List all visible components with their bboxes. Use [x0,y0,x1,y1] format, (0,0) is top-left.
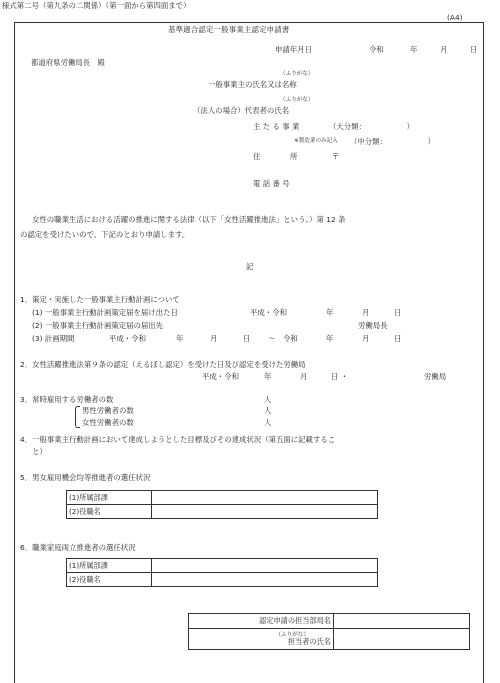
furigana-2: （ふりがな） [280,97,314,103]
item3-female-unit: 人 [264,418,272,427]
item1-sub3-day2: 日 [394,334,402,343]
item6-row2-value[interactable] [152,573,378,587]
item3-bracket [75,406,80,428]
date-era: 令和 [369,45,384,54]
furigana-1: （ふりがな） [280,71,314,77]
item6-table [66,558,378,587]
item1-sub3-year: 年 [176,334,184,343]
contact-dept-value[interactable] [334,614,470,629]
manufacturing-note: ※製造業のみ記入 [294,138,338,144]
form-reference: 様式第二号（第九条の二関係）（第一面から第四面まで） [2,1,191,10]
date-label: 申請年月日 [275,45,312,54]
item3-total-unit: 人 [264,395,272,404]
item4-line-1: 4．一般事業主行動計画において達成しようとした目標及びその達成状況（第五面に記載するこ [20,435,336,444]
item1-sub1-label: (1) 一般事業主行動計画策定届を届け出た日 [32,308,178,317]
item4-line-2: と） [32,447,47,456]
item3-heading: 3．常時雇用する労働者の数 [20,395,114,404]
item1-sub3-tilde: 〜 [268,334,276,343]
item1-sub3-label: (3) 計画期間 [32,334,75,343]
contact-furigana: （ふりがな） [275,631,309,638]
contact-person-cell [189,629,334,650]
item3-male-label: 男性労働者の数 [82,406,134,415]
item5-row2-label: (2)役職名 [67,505,152,519]
major-classification: （大分類： ） [329,122,414,131]
item5-row1-value[interactable] [152,491,378,505]
intro-line-2: の認定を受けたいので、下記のとおり申請します。 [20,230,190,239]
page-title: 基準適合認定一般事業主認定申請書 [168,25,290,34]
item6-row1-value[interactable] [152,559,378,573]
item1-sub1-eras: 平成・令和 [250,308,287,317]
item5-heading: 5．男女雇用機会均等推進者の選任状況 [20,473,151,482]
paper-size-label: (A4) [447,13,463,22]
intro-line-1: 女性の職業生活における活躍の推進に関する法律（以下「女性活躍推進法」という。）第 12 条 [32,215,346,224]
item5-row1-label: (1)所属部課 [67,491,152,505]
item2-bureau: 労働局 [424,372,447,381]
item1-sub2-value: 労働局長 [358,321,388,330]
item1-sub3-year2: 年 [326,334,334,343]
postal-mark: 〒 [332,152,340,161]
item2-heading: 2．女性活躍推進法第９条の認定（えるぼし認定）を受けた日及び認定を受けた労働局 [20,360,306,369]
item1-sub1-day: 日 [394,308,402,317]
item1-sub1-month: 月 [362,308,370,317]
contact-table [188,613,470,650]
item1-sub2-label: (2) 一般事業主行動計画策定届の届出先 [32,321,164,330]
item3-female-label: 女性労働者の数 [82,418,134,427]
item1-sub1-year: 年 [326,308,334,317]
date-day: 日 [470,45,478,54]
date-year: 年 [410,45,418,54]
item1-sub3-eras: 平成・令和 [109,334,146,343]
item2-day: 日 ・ [331,372,349,381]
item1-sub3-day: 日 [243,334,251,343]
item6-heading: 6．職業家庭両立推進者の選任状況 [20,543,136,552]
representative-label: （法人の場合）代表者の氏名 [193,106,290,115]
item2-month: 月 [300,372,308,381]
item1-sub3-month: 月 [210,334,218,343]
address-label: 住 所 [253,152,298,161]
item1-heading: 1．策定・実施した一般事業主行動計画について [20,295,180,304]
contact-person-label: 担当者の氏名 [287,637,331,647]
phone-label: 電 話 番 号 [253,179,290,188]
item1-sub3-era2: 令和 [283,334,298,343]
addressee: 都道府県労働局長 殿 [31,58,105,67]
ki-label: 記 [246,262,254,271]
mid-classification: （中分類： ） [350,137,435,146]
contact-dept-label: 認定申請の担当部局名 [189,614,334,629]
item5-row2-value[interactable] [152,505,378,519]
applicant-name-label: 一般事業主の氏名又は名称 [208,80,297,89]
item6-row2-label: (2)役職名 [67,573,152,587]
item3-male-unit: 人 [264,406,272,415]
contact-person-value[interactable] [334,629,470,650]
item6-row1-label: (1)所属部課 [67,559,152,573]
item1-sub3-month2: 月 [362,334,370,343]
date-month: 月 [440,45,448,54]
main-business-label: 主 た る 事 業 [253,122,300,131]
item2-year: 年 [264,372,272,381]
item2-eras: 平成・令和 [202,372,239,381]
item5-table [66,490,378,519]
